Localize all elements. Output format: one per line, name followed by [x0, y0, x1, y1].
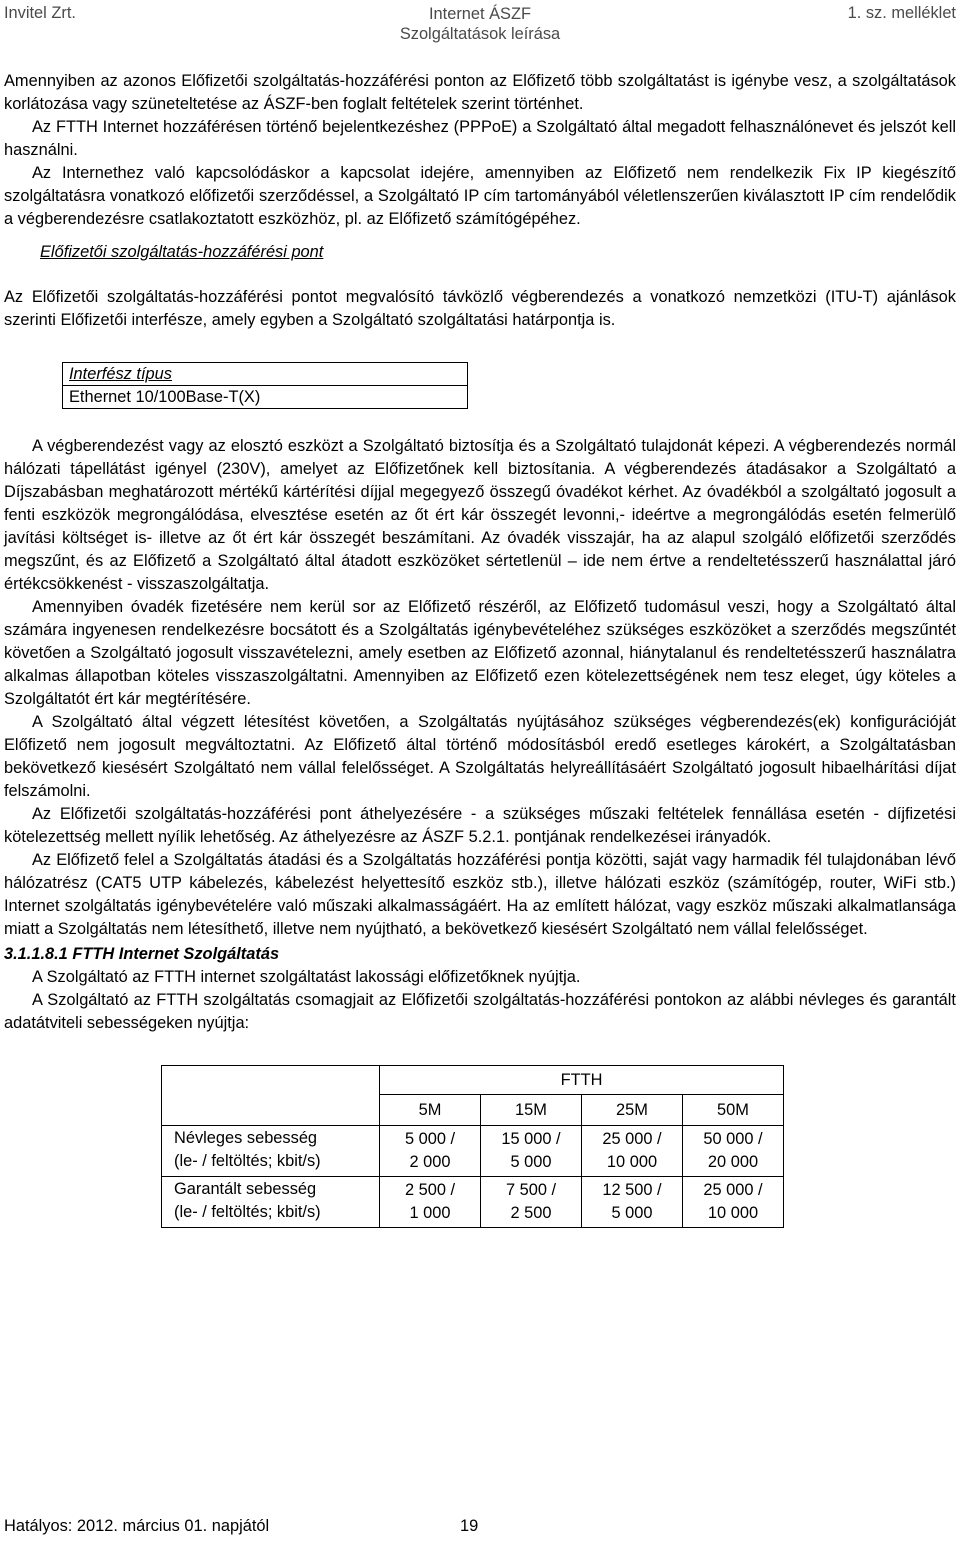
row-label-line: Névleges sebesség [174, 1129, 318, 1147]
speed-value: 5 000 [611, 1204, 653, 1222]
speed-cell [582, 1177, 683, 1228]
row-label-line: (le- / feltöltés; kbit/s) [174, 1152, 321, 1170]
speed-table-group-header: FTTH [380, 1066, 784, 1095]
speed-table-column-header: 25M [582, 1095, 683, 1126]
table-row [162, 1126, 784, 1177]
row-label [162, 1177, 380, 1228]
speed-value: 5 000 [510, 1153, 552, 1171]
section-title: Előfizetői szolgáltatás-hozzáférési pont [40, 243, 324, 261]
speed-value: 5 000 / [404, 1130, 456, 1148]
section-heading: 3.1.1.8.1 FTTH Internet Szolgáltatás [4, 945, 280, 963]
speed-value: 2 500 / [404, 1181, 456, 1199]
speed-value: 25 000 / [703, 1181, 763, 1199]
paragraph: A végberendezést vagy az elosztó eszközt a Szolgáltató biztosítja és a Szolgáltató tulajdonát képezi. A végberendezés normál hálózati tápellátást igényel (230V), amelyet az Előfizetőnek kell biztosítania. A végberendezés átadásakor a Szolgáltató a Díjszabásban meghatározott mértékű kártérítési díjjal megegyező összegű óvadékot kérhet. Az óvadékból a szolgáltató jogosult a fenti eszközök megrongálódása, elvesztése esetén az őt ért kár összegét levonni,- ideértve a megrongálódás esetén felmerülő javítási költséget is- illetve az őt ért kár összegét beszámítani. Az óvadék visszajár, ha az alapul szolgáló előfizetői szerződés megszűnt, és az Előfizető a Szolgáltató által átadott eszközöket sértetlenül – ide nem értve a rendeltetésszerű használattal járó értékcsökkenést - visszaszolgáltatja. [4, 437, 956, 593]
speed-cell [380, 1177, 481, 1228]
page-footer [4, 1517, 479, 1536]
annex-label: 1. sz. melléklet [847, 4, 956, 22]
interface-table-value: Ethernet 10/100Base-T(X) [63, 386, 468, 409]
paragraph: Az FTTH Internet hozzáférésen történő bejelentkezéshez (PPPoE) a Szolgáltató által megadott felhasználónevet és jelszót kell használni. [4, 118, 956, 159]
speed-table-column-header: 5M [380, 1095, 481, 1126]
company-name: Invitel Zrt. [4, 4, 76, 22]
paragraph: Az Előfizetői szolgáltatás-hozzáférési pontot megvalósító távközlő végberendezés a vonatkozó nemzetközi (ITU-T) ajánlások szerinti Előfizetői interfésze, amely egyben a Szolgáltató szolgáltatási határpontja is. [4, 288, 956, 329]
speed-table-column-header: 15M [481, 1095, 582, 1126]
paragraph: Az Internethez való kapcsolódáskor a kapcsolat idejére, amennyiben az Előfizető nem rendelkezik Fix IP kiegészítő szolgáltatásra vonatkozó előfizetői szerződéssel, a Szolgáltató IP cím tartományából véletlenszerűen kiválasztott IP cím rendelődik a végberendezésre csatlakoztatott eszközhöz, pl. az Előfizető számítógépéhez. [4, 164, 956, 228]
paragraph: A Szolgáltató által végzett létesítést követően, a Szolgáltatás nyújtásához szükséges végberendezés(ek) konfigurációját Előfizető nem jogosult megváltoztatni. Az Előfizető által történő módosításból eredő esetleges károkért, a Szolgáltatásban bekövetkező kiesésért Szolgáltató nem vállal felelősséget. A Szolgáltatás helyreállításáért Szolgáltató jogosult hibaelhárítási díjat felszámolni. [4, 713, 956, 800]
speed-value: 10 000 [606, 1153, 658, 1171]
interface-table [62, 362, 468, 409]
speed-cell [380, 1126, 481, 1177]
document-title-line1: Internet ÁSZF [428, 5, 532, 23]
speed-value: 50 000 / [703, 1130, 763, 1148]
speed-table-column-header: 50M [683, 1095, 784, 1126]
paragraph: A Szolgáltató az FTTH szolgáltatás csomagjait az Előfizetői szolgáltatás-hozzáférési pontokon az alábbi névleges és garantált adatátviteli sebességeken nyújtja: [4, 991, 956, 1032]
speed-value: 12 500 / [602, 1181, 662, 1199]
page-number: 19 [460, 1517, 479, 1535]
speed-cell [481, 1177, 582, 1228]
document-title [4, 4, 956, 44]
speed-value: 25 000 / [602, 1130, 662, 1148]
row-label-line: (le- / feltöltés; kbit/s) [174, 1203, 321, 1221]
speed-value: 20 000 [707, 1153, 759, 1171]
speed-table-corner [162, 1066, 380, 1126]
speed-value: 1 000 [409, 1204, 451, 1222]
speed-cell [683, 1126, 784, 1177]
row-label [162, 1126, 380, 1177]
interface-table-header: Interfész típus [63, 363, 468, 386]
speed-cell [683, 1177, 784, 1228]
document-body [4, 70, 956, 1228]
row-label-line: Garantált sebesség [174, 1180, 317, 1198]
paragraph: Amennyiben az azonos Előfizetői szolgáltatás-hozzáférési ponton az Előfizető több szolgáltatást is igénybe vesz, a szolgáltatások korlátozása vagy szüneteltetése az ÁSZF-ben foglalt feltételek szerint történhet. [4, 72, 956, 113]
speed-value: 2 500 [510, 1204, 552, 1222]
paragraph: A Szolgáltató az FTTH internet szolgáltatást lakossági előfizetőknek nyújtja. [32, 968, 581, 986]
speed-value: 2 000 [409, 1153, 451, 1171]
speed-value: 7 500 / [505, 1181, 557, 1199]
paragraph: Az Előfizetői szolgáltatás-hozzáférési pont áthelyezésére - a szükséges műszaki feltételek fennállása esetén - díjfizetési kötelezettség mellett nyílik lehetőség. Az áthelyezésre az ÁSZF 5.2.1. pontjának rendelkezései irányadók. [4, 805, 956, 846]
speed-value: 15 000 / [501, 1130, 561, 1148]
paragraph: Amennyiben óvadék fizetésére nem kerül sor az Előfizető részéről, az Előfizető tudomásul veszi, hogy a Szolgáltató által számára ingyenesen rendelkezésre bocsátott és a Szolgáltatás igénybevételéhez szükséges eszközöket a szerződés megszűntét követően a Szolgáltató jogosult visszavételezni, amely esetben az Előfizető azonnal, hiánytalanul és rendeltetésszerű használatra alkalmas állapotban köteles visszaszolgáltatni. Amennyiben az Előfizető ezen kötelezettségének nem tesz eleget, úgy köteles a Szolgáltatót ért kár megtérítésére. [4, 598, 956, 708]
speed-value: 10 000 [707, 1204, 759, 1222]
speed-cell [481, 1126, 582, 1177]
document-title-line2: Szolgáltatások leírása [399, 25, 561, 43]
paragraph: Az Előfizető felel a Szolgáltatás átadási és a Szolgáltatás hozzáférési pontja közötti, saját vagy harmadik fél tulajdonában lévő hálózatrész (CAT5 UTP kábelezés, kábelezést helyettesítő eszköz stb.), illetve hálózati eszköz (számítógép, router, WiFi stb.) Internet szolgáltatás igénybevételére való műszaki alkalmasságáért. Ha az említett hálózat, vagy eszköz műszaki alkalmatlansága miatt a Szolgáltatás nem létesíthető, illetve nem nyújtható, a bekövetkező kiesésért Szolgáltató nem vállal felelősséget. [4, 851, 956, 938]
page-header [4, 4, 956, 44]
speed-cell [582, 1126, 683, 1177]
table-row [162, 1177, 784, 1228]
effective-date: Hatályos: 2012. március 01. napjától [4, 1517, 270, 1535]
speed-table [161, 1065, 784, 1228]
